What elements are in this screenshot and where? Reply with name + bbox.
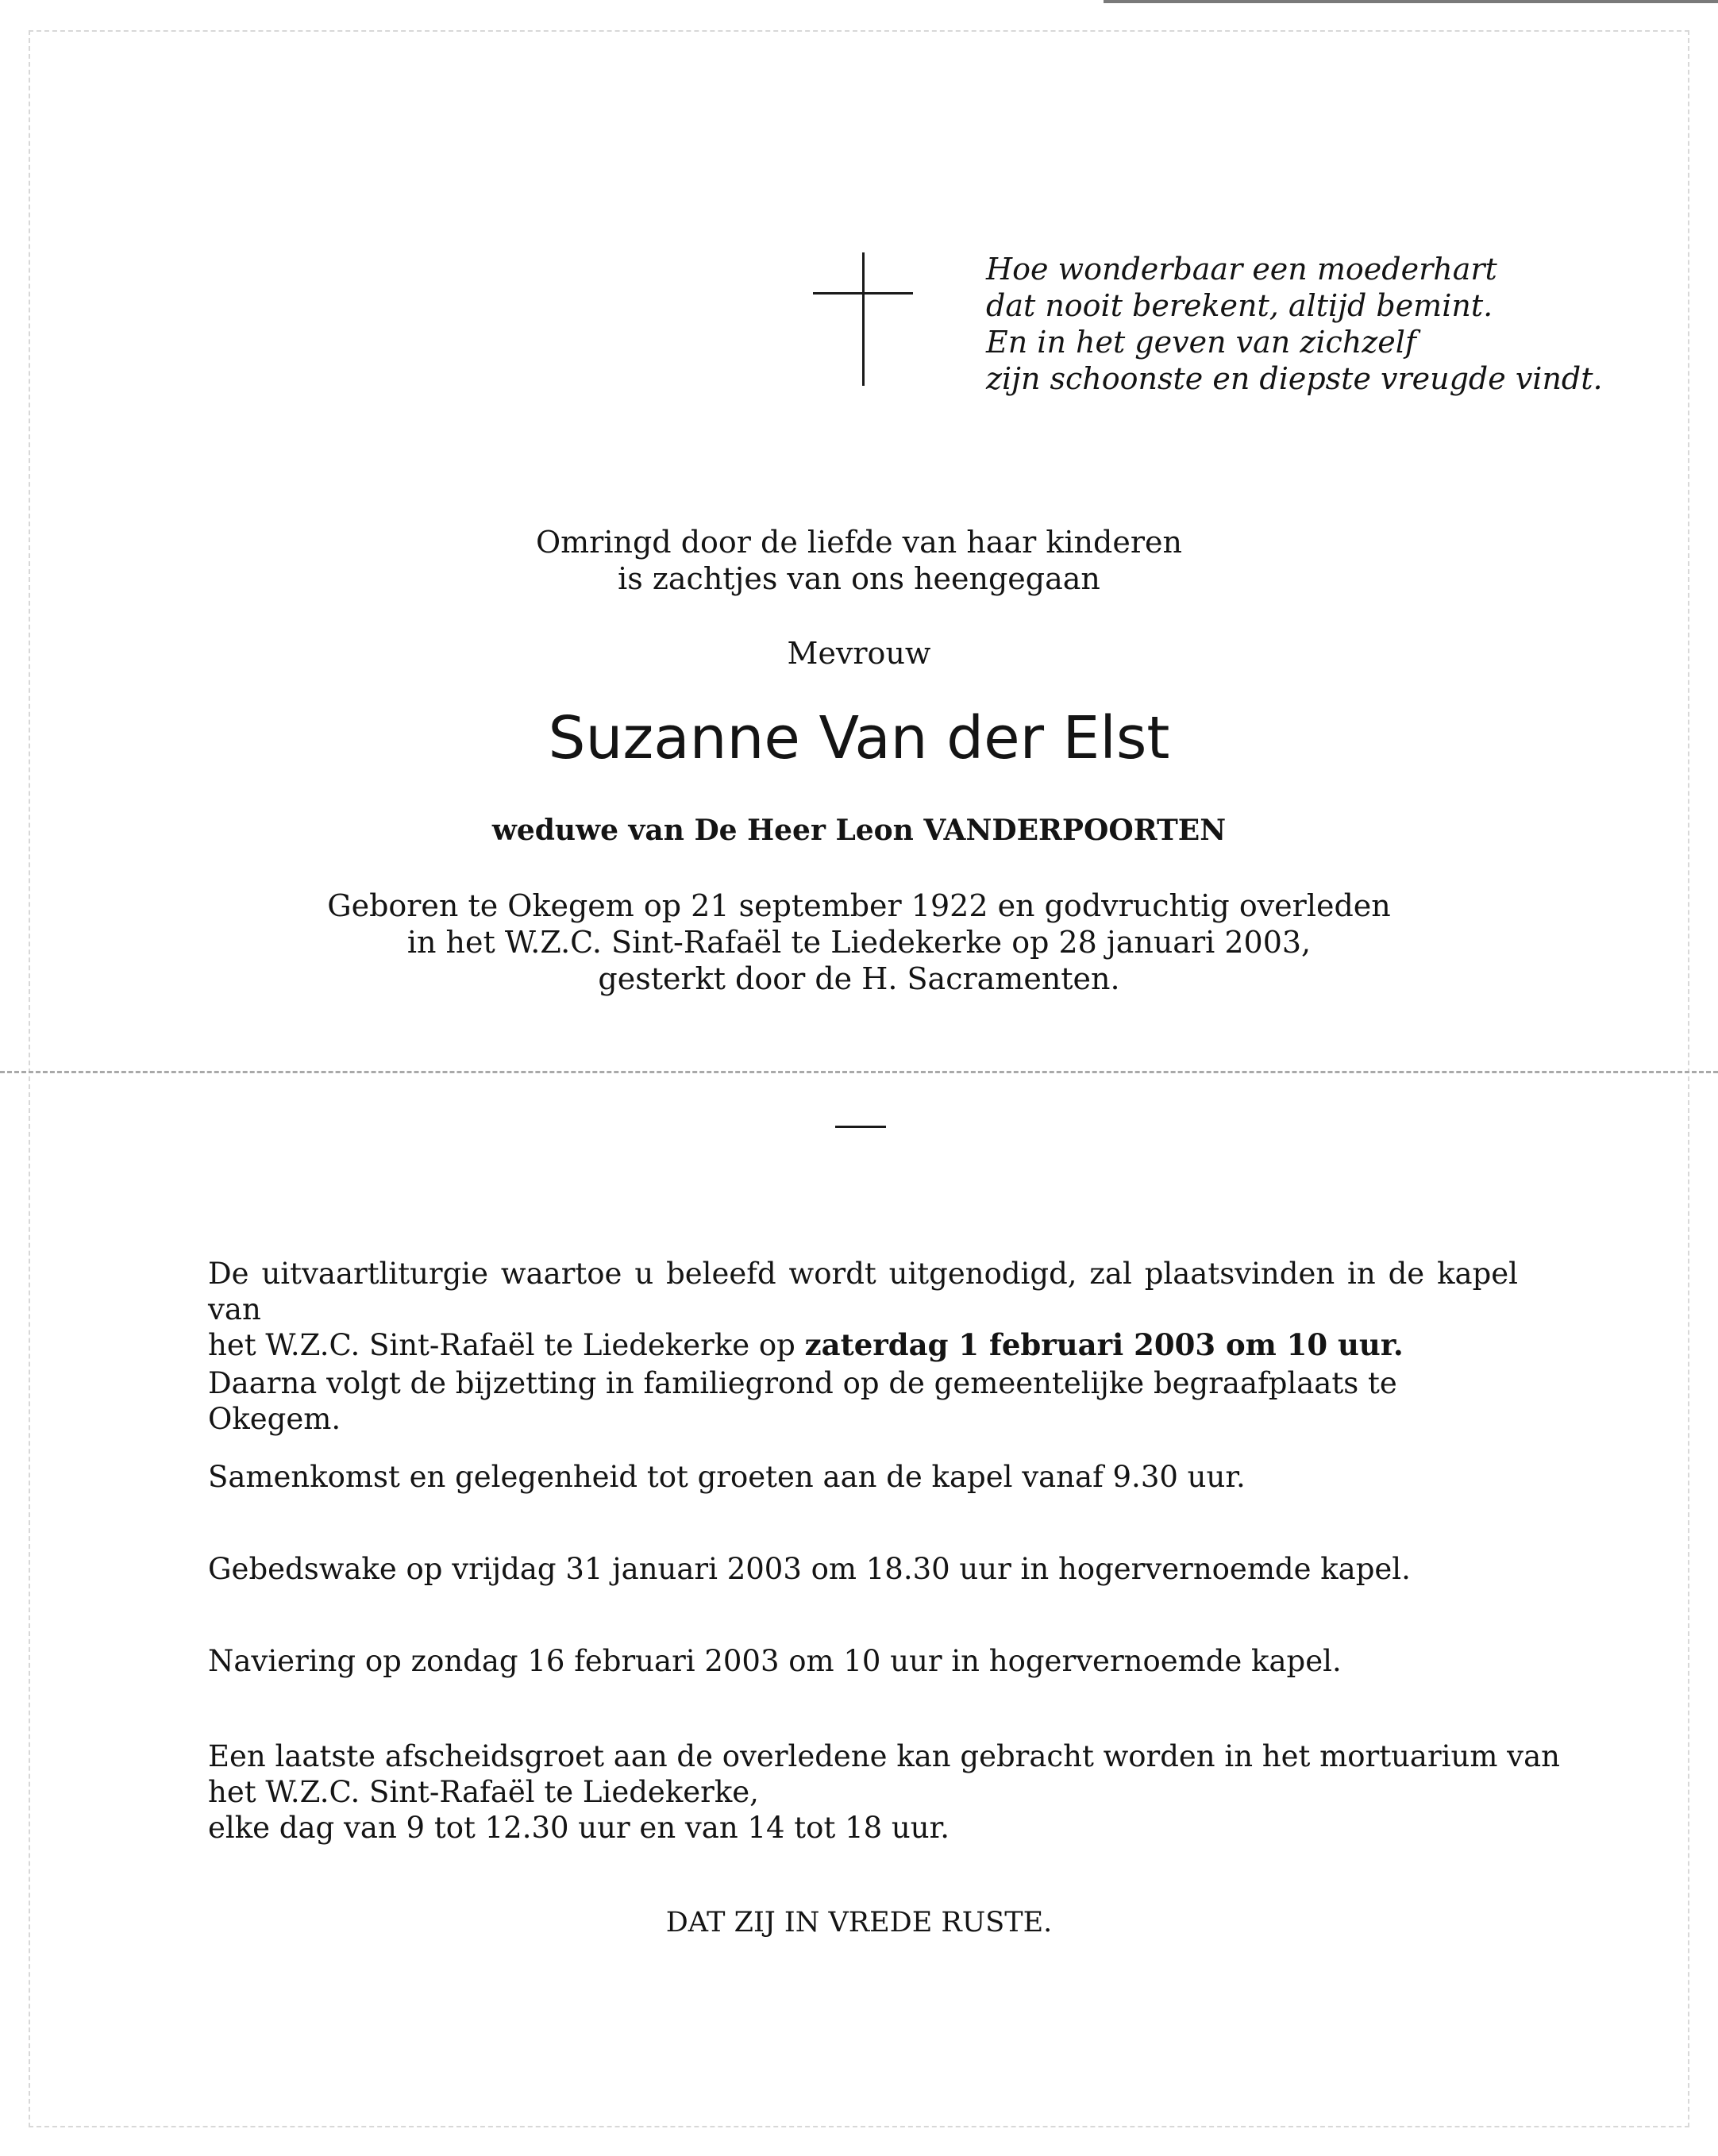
poem-line: zijn schoonste en diepste vreugde vindt. [986, 361, 1603, 396]
poem-line: dat nooit berekent, altijd bemint. [986, 288, 1493, 323]
separator-dash [835, 1126, 886, 1128]
poem-line: Hoe wonderbaar een moederhart [986, 252, 1497, 287]
intro-line: is zachtjes van ons heengegaan [618, 561, 1100, 596]
birth-death-info [224, 887, 1494, 997]
funeral-paragraph [208, 1256, 1518, 1363]
intro-text [224, 524, 1494, 597]
poem-line: En in het geven van zichzelf [986, 325, 1416, 360]
farewell-line: Een laatste afscheidsgroet aan de overledene kan gebracht worden in het mortuarium van [208, 1739, 1560, 1773]
birth-line: Geboren te Okegem op 21 september 1922 en godvruchtig overleden [327, 888, 1391, 923]
cross-icon [813, 252, 913, 386]
funeral-date: zaterdag 1 februari 2003 om 10 uur. [804, 1327, 1404, 1362]
farewell-line: elke dag van 9 tot 12.30 uur en van 14 tot 18 uur. [208, 1811, 950, 1845]
deceased-name: Suzanne Van der Elst [548, 704, 1170, 772]
vigil-paragraph: Gebedswake op vrijdag 31 januari 2003 om 18.30 uur in hogervernoemde kapel. [208, 1552, 1411, 1586]
fold-line [0, 1071, 1718, 1073]
farewell-paragraph [208, 1738, 1560, 1846]
closing-text: DAT ZIJ IN VREDE RUSTE. [665, 1907, 1053, 1938]
intro-line: Omringd door de liefde van haar kinderen [536, 525, 1182, 560]
gathering-paragraph: Samenkomst en gelegenheid tot groeten aan de kapel vanaf 9.30 uur. [208, 1460, 1246, 1494]
widow-line: weduwe van De Heer Leon VANDERPOORTEN [491, 814, 1227, 847]
birth-line: gesterkt door de H. Sacramenten. [598, 961, 1120, 996]
burial-paragraph: Daarna volgt de bijzetting in familiegrond op de gemeentelijke begraafplaats te Okegem. [208, 1366, 1397, 1436]
farewell-line: het W.Z.C. Sint-Rafaël te Liedekerke, [208, 1775, 759, 1809]
birth-line: in het W.Z.C. Sint-Rafaël te Liedekerke op 28 januari 2003, [406, 925, 1312, 960]
poem [986, 251, 1603, 397]
honorific: Mevrouw [787, 636, 931, 671]
funeral-line-2 [208, 1327, 1518, 1363]
funeral-location: het W.Z.C. Sint-Rafaël te Liedekerke op [208, 1328, 805, 1362]
funeral-line-1: De uitvaartliturgie waartoe u beleefd wordt uitgenodigd, zal plaatsvinden in de kapel van [208, 1257, 1518, 1326]
scan-edge [1104, 0, 1718, 3]
memorial-paragraph: Naviering op zondag 16 februari 2003 om 10 uur in hogervernoemde kapel. [208, 1644, 1342, 1678]
